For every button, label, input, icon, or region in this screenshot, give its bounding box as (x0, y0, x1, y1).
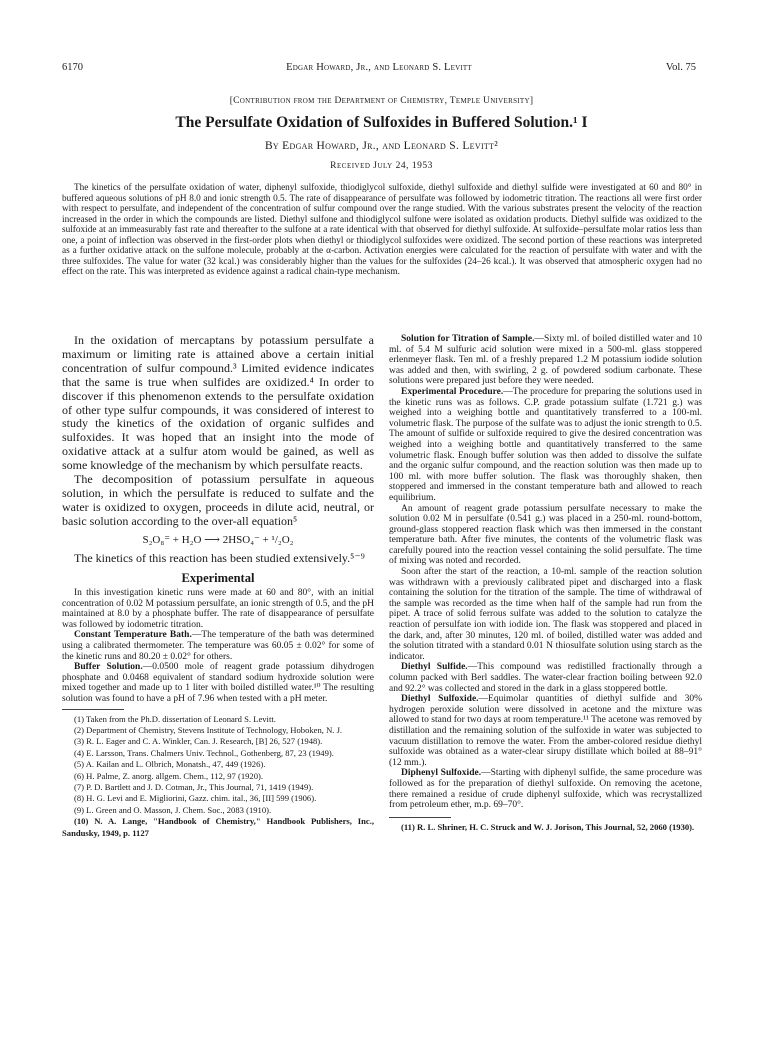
footnotes-right (389, 822, 702, 833)
paragraph-text: —Starting with diphenyl sulfide, the same procedure was followed as for the preparation of diethyl sulfoxide. On removing the acetone, there remained a residue of crude diphenyl sulfoxide, which was recrystallized from petroleum ether, m.p. 69–70°. (389, 768, 703, 811)
persulfate-addition-paragraph: An amount of reagent grade potassium persulfate necessary to make the solution 0.02 M in persulfate (0.541 g.) was placed in a 250-ml. round-bottom, ground-glass stoppered reaction flask which was then immersed in the constant temperature bath. After five minutes, the contents of the volumetric flask was carefully poured into the reaction vessel containing the solid persulfate. The time of mixing was noted and recorded. (389, 503, 702, 567)
paragraph-text: —This compound was redistilled fractionally through a column packed with Berl saddles. The water-clear fraction boiling between 92.0 and 92.2° was collected and stored in the dark in a glass stoppered bottle. (389, 662, 702, 694)
paragraph-text: —The procedure for preparing the solutions used in the kinetic runs was as follows. C.P. grade potassium sulfate (1.721 g.) was weighed into a weighing bottle and quantitatively transferred to a 100-ml. volumetric flask. The purpose of the sulfate was to adjust the ionic strength to 0.5. The amount of sulfide or sulfoxide required to give the desired concentration was weighed into a weighing bottle and quantitatively transferred to the same volumetric flask. Enough buffer solution was then added to dissolve the sulfate and the organic sulfur compound, and the reaction solution was then made up to 100 ml. with more buffer solution. The flask was thoroughly shaken, then stoppered and immersed in the constant temperature bath and allowed to reach equilibrium. (389, 386, 702, 503)
footnote: (10) N. A. Lange, "Handbook of Chemistry," Handbook Publishers, Inc., Sandusky, 1949, p. 1127 (62, 816, 374, 838)
running-header (62, 62, 696, 76)
running-title: Edgar Howard, Jr., and Leonard S. Levitt (286, 62, 472, 73)
diethyl-sulfoxide-paragraph (389, 694, 702, 768)
titration-solution-paragraph (389, 334, 702, 387)
run-in-heading: Buffer Solution. (74, 662, 143, 673)
right-column (389, 334, 702, 833)
run-in-heading: Experimental Procedure. (401, 386, 504, 397)
run-in-heading: Solution for Titration of Sample. (401, 334, 535, 344)
abstract: The kinetics of the persulfate oxidation of water, diphenyl sulfoxide, thiodiglycol sulfoxide, diethyl sulfoxide and diethyl sulfide were investigated at 60 and 80° in buffered aqueous solutions of pH 8.0 and ionic strength 0.5. The rate of disappearance of persulfate was followed by iodometric titration. The reactions all were first order with respect to persulfate, and independent of the concentration of sulfur compound over the range studied. With the various substrates present the velocity of the reaction increased in the order in which the compounds are listed. Diethyl sulfone and thiodiglycol sulfone were isolated as oxidation products. Diethyl sulfide was oxidized to the sulfoxide at an immeasurably fast rate and thereafter to the sulfone at a rate identical with that observed for diethyl sulfoxide. At sulfoxide–persulfate molar ratios less than one, a point of inflection was observed in the first-order plots when diethyl or thiodiglycol sulfoxides were oxidized. The second portion of these reactions was interpreted as a further oxidative attack on the sulfone molecule, probably at the α-carbon. Activation energies were calculated for the reaction of persulfate with water and with the three sulfoxides. The value for water (32 kcal.) was considerably higher than the values for the sulfoxides (24–26 kcal.). It was observed that atmospheric oxygen had no effect on the rate. This was interpreted as evidence against a radical chain-type mechanism. (62, 183, 702, 278)
constant-temperature-bath-paragraph (62, 630, 374, 662)
experimental-paragraph: In this investigation kinetic runs were made at 60 and 80°, with an initial concentration of 0.02 M potassium persulfate, an ionic strength of 0.5, and the pH maintained at 8.0 by a phosphate buffer. The rate of disappearance of persulfate was followed by iodometric titration. (62, 588, 374, 630)
footnote: (7) P. D. Bartlett and J. D. Cotman, Jr., This Journal, 71, 1419 (1949). (74, 782, 314, 793)
paragraph-text: —Equimolar quantities of diethyl sulfide and 30% hydrogen peroxide solution were dissolved in acetone and the mixture was allowed to stand for two days at room temperature.¹¹ The acetone was removed by distillation and the remaining solution of the sulfoxide in water was subjected to vacuum distillation to remove the water. From the amber-colored residue diethyl sulfoxide was obtained as a water-clear sirupy distillate which boiled at 88–91° (12 mm.). (389, 694, 702, 768)
footnote: (2) Department of Chemistry, Stevens Institute of Technology, Hoboken, N. J. (74, 725, 343, 736)
paragraph-text: —The temperature of the bath was determined using a calibrated thermometer. The temperature was 60.05 ± 0.02° for some of the kinetic runs and 80.20 ± 0.02° for others. (62, 630, 374, 662)
article-title: The Persulfate Oxidation of Sulfoxides in Buffered Solution.¹ I (175, 114, 588, 131)
footnote-divider (62, 709, 124, 710)
diphenyl-sulfoxide-paragraph (389, 768, 702, 810)
footnote: (5) A. Kailan and L. Olbrich, Monatsh., 47, 449 (1926). (74, 759, 266, 770)
intro-paragraph: In the oxidation of mercaptans by potassium persulfate a maximum or limiting rate is attained above a certain initial concentration of sulfur compound.³ Limited evidence indicates that the same is true when sulfides are oxidized.⁴ In order to discover if this phenomenon extends to the persulfate oxidation of other type sulfur compounds, it was considered of interest to study the kinetics of the oxidation of organic sulfides and sulfoxides. It was hoped that an insight into the mode of oxidative attack at a sulfur atom would be gained, as well as some knowledge of the mechanism by which persulfate reacts. (62, 333, 374, 473)
experimental-procedure-paragraph (389, 387, 702, 504)
run-in-heading: Constant Temperature Bath. (74, 630, 192, 641)
intro-paragraph: The decomposition of potassium persulfate in aqueous solution, in which the persulfate is reduced to sulfate and the water is oxidized to oxygen, proceeds in dilute acid, neutral, or basic solution according to the over-all equation⁵ (62, 472, 374, 528)
introduction (62, 334, 374, 566)
page-number: 6170 (62, 62, 83, 73)
footnote: (1) Taken from the Ph.D. dissertation of Leonard S. Levitt. (74, 713, 276, 724)
contribution-line: [Contribution from the Department of Chemistry, Temple University] (229, 96, 534, 106)
footnote: (4) E. Larsson, Trans. Chalmers Univ. Technol., Gothenberg, 87, 23 (1949). (74, 747, 334, 758)
intro-paragraph: The kinetics of this reaction has been studied extensively.⁵⁻⁹ (74, 550, 365, 565)
footnotes-left (62, 714, 374, 839)
footnote: (6) H. Palme, Z. anorg. allgem. Chem., 112, 97 (1920). (74, 770, 264, 781)
left-column (62, 334, 374, 839)
footnote: (8) H. G. Levi and E. Migliorini, Gazz. chim. ital., 36, [II] 599 (1906). (74, 793, 317, 804)
diethyl-sulfide-paragraph (389, 662, 702, 694)
buffer-solution-paragraph (62, 662, 374, 704)
run-in-heading: Diethyl Sulfide. (401, 662, 468, 673)
sampling-paragraph: Soon after the start of the reaction, a 10-ml. sample of the reaction solution was withdrawn with a previously calibrated pipet and discharged into a flask containing the solution for the titration of the sample. The time of withdrawal of the sample was recorded as the time when half of the sample had run from the pipet. A trace of solid ferrous sulfate was added to the solution to catalyze the reaction of persulfate ion with iodide ion. The flask was stoppered and placed in the dark, and, after 30 minutes, 120 ml. of boiled, distilled water was added and the solution titrated with a standard 0.01 N thiosulfate solution using starch as the indicator. (389, 567, 702, 662)
footnote: (3) R. L. Eager and C. A. Winkler, Can. J. Research, [B] 26, 527 (1948). (74, 736, 323, 747)
paragraph-text: —0.0500 mole of reagent grade potassium dihydrogen phosphate and 0.0468 equivalent of standard sodium hydroxide solution were mixed together and made up to 1 liter with boiled distilled water.¹⁰ The resulting solution was found to have a pH of 7.96 when tested with a pH meter. (62, 662, 374, 705)
run-in-heading: Diethyl Sulfoxide. (401, 694, 479, 705)
footnote: (11) R. L. Shriner, H. C. Struck and W. J. Jorison, This Journal, 52, 2060 (1930). (401, 821, 695, 832)
decomposition-equation: S₂O₈⁼ + H₂O ⟶ 2HSO₄⁻ + ¹/₂O₂ (142, 533, 294, 546)
author-line: By Edgar Howard, Jr., and Leonard S. Levitt² (264, 140, 499, 152)
received-date: Received July 24, 1953 (330, 161, 433, 171)
paragraph-text: —Sixty ml. of boiled distilled water and 10 ml. of 5.4 M sulfuric acid solution were mixed in a 500-ml. glass stoppered erlenmeyer flask. Ten ml. of a freshly prepared 1.2 M potassium iodide solution was added and then, with swirling, 2 g. of powdered sodium carbonate. These solutions were prepared just before they were needed. (389, 334, 702, 387)
run-in-heading: Diphenyl Sulfoxide. (401, 768, 482, 779)
volume-label: Vol. 75 (665, 62, 696, 73)
footnote-divider (389, 817, 451, 818)
footnote: (9) L. Green and O. Masson, J. Chem. Soc., 2083 (1910). (74, 804, 272, 815)
section-heading-experimental: Experimental (181, 570, 255, 585)
